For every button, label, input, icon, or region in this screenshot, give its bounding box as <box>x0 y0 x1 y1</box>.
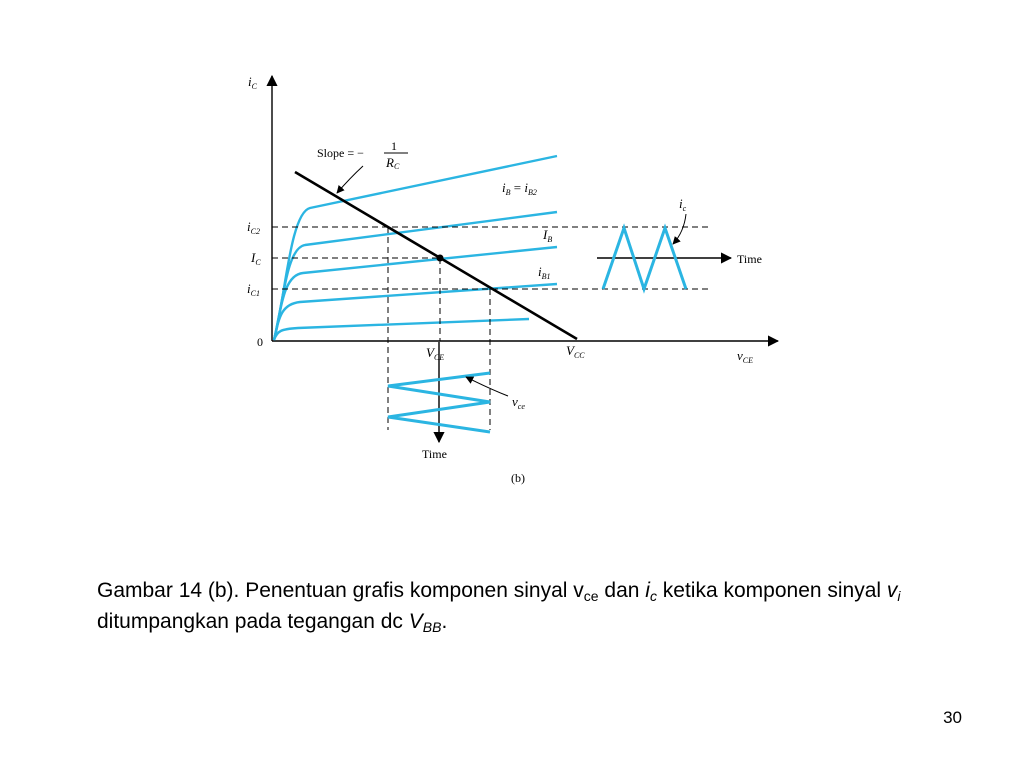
label-ib-ib2: $i_B = i_{B2}$ <box>502 180 537 197</box>
characteristic-curve-3 <box>274 212 557 340</box>
y-axis-label: $i_C$ <box>248 74 257 91</box>
slope-label: Slope = − <box>317 146 364 160</box>
time-label-right: Time <box>737 252 762 266</box>
slope-denominator: RC <box>386 155 400 171</box>
dc-load-line <box>295 172 577 339</box>
origin-label: 0 <box>257 335 263 349</box>
label-ib1: $i_{B1}$ <box>538 264 551 281</box>
panel-label: (b) <box>511 471 525 485</box>
vce-pointer-arrow <box>466 377 508 396</box>
tick-ic1: $i_{C1}$ <box>247 281 260 298</box>
tick-VCC: $V_{CC}$ <box>566 343 585 360</box>
slope-pointer-arrow <box>337 166 363 193</box>
slope-numerator: 1 <box>391 139 397 153</box>
figure-caption: Gambar 14 (b). Penentuan grafis komponen sinyal $v_{ce}$ dan $i_c$ ketika komponen sinyal $v_i$ ditumpangkan pada tegangan dc $V_{BB}$. <box>97 579 901 635</box>
tick-VCE: $V_{CE}$ <box>426 345 445 362</box>
tick-IC: $I_C$ <box>251 250 261 267</box>
page-number: 30 <box>943 708 962 727</box>
time-label-bottom: Time <box>422 447 447 461</box>
label-IB: $I_B$ <box>543 227 553 244</box>
characteristic-curve-ib1 <box>274 284 557 340</box>
tick-ic2: $i_{C2}$ <box>247 219 260 236</box>
vce-wave-label: $v_{ce}$ <box>512 394 525 411</box>
x-axis-label: $v_{CE}$ <box>737 348 754 365</box>
operating-point-q <box>437 255 444 262</box>
characteristic-curve-1 <box>274 319 529 340</box>
ic-pointer-arrow <box>673 214 686 244</box>
ic-wave-label: $i_c$ <box>679 196 687 213</box>
